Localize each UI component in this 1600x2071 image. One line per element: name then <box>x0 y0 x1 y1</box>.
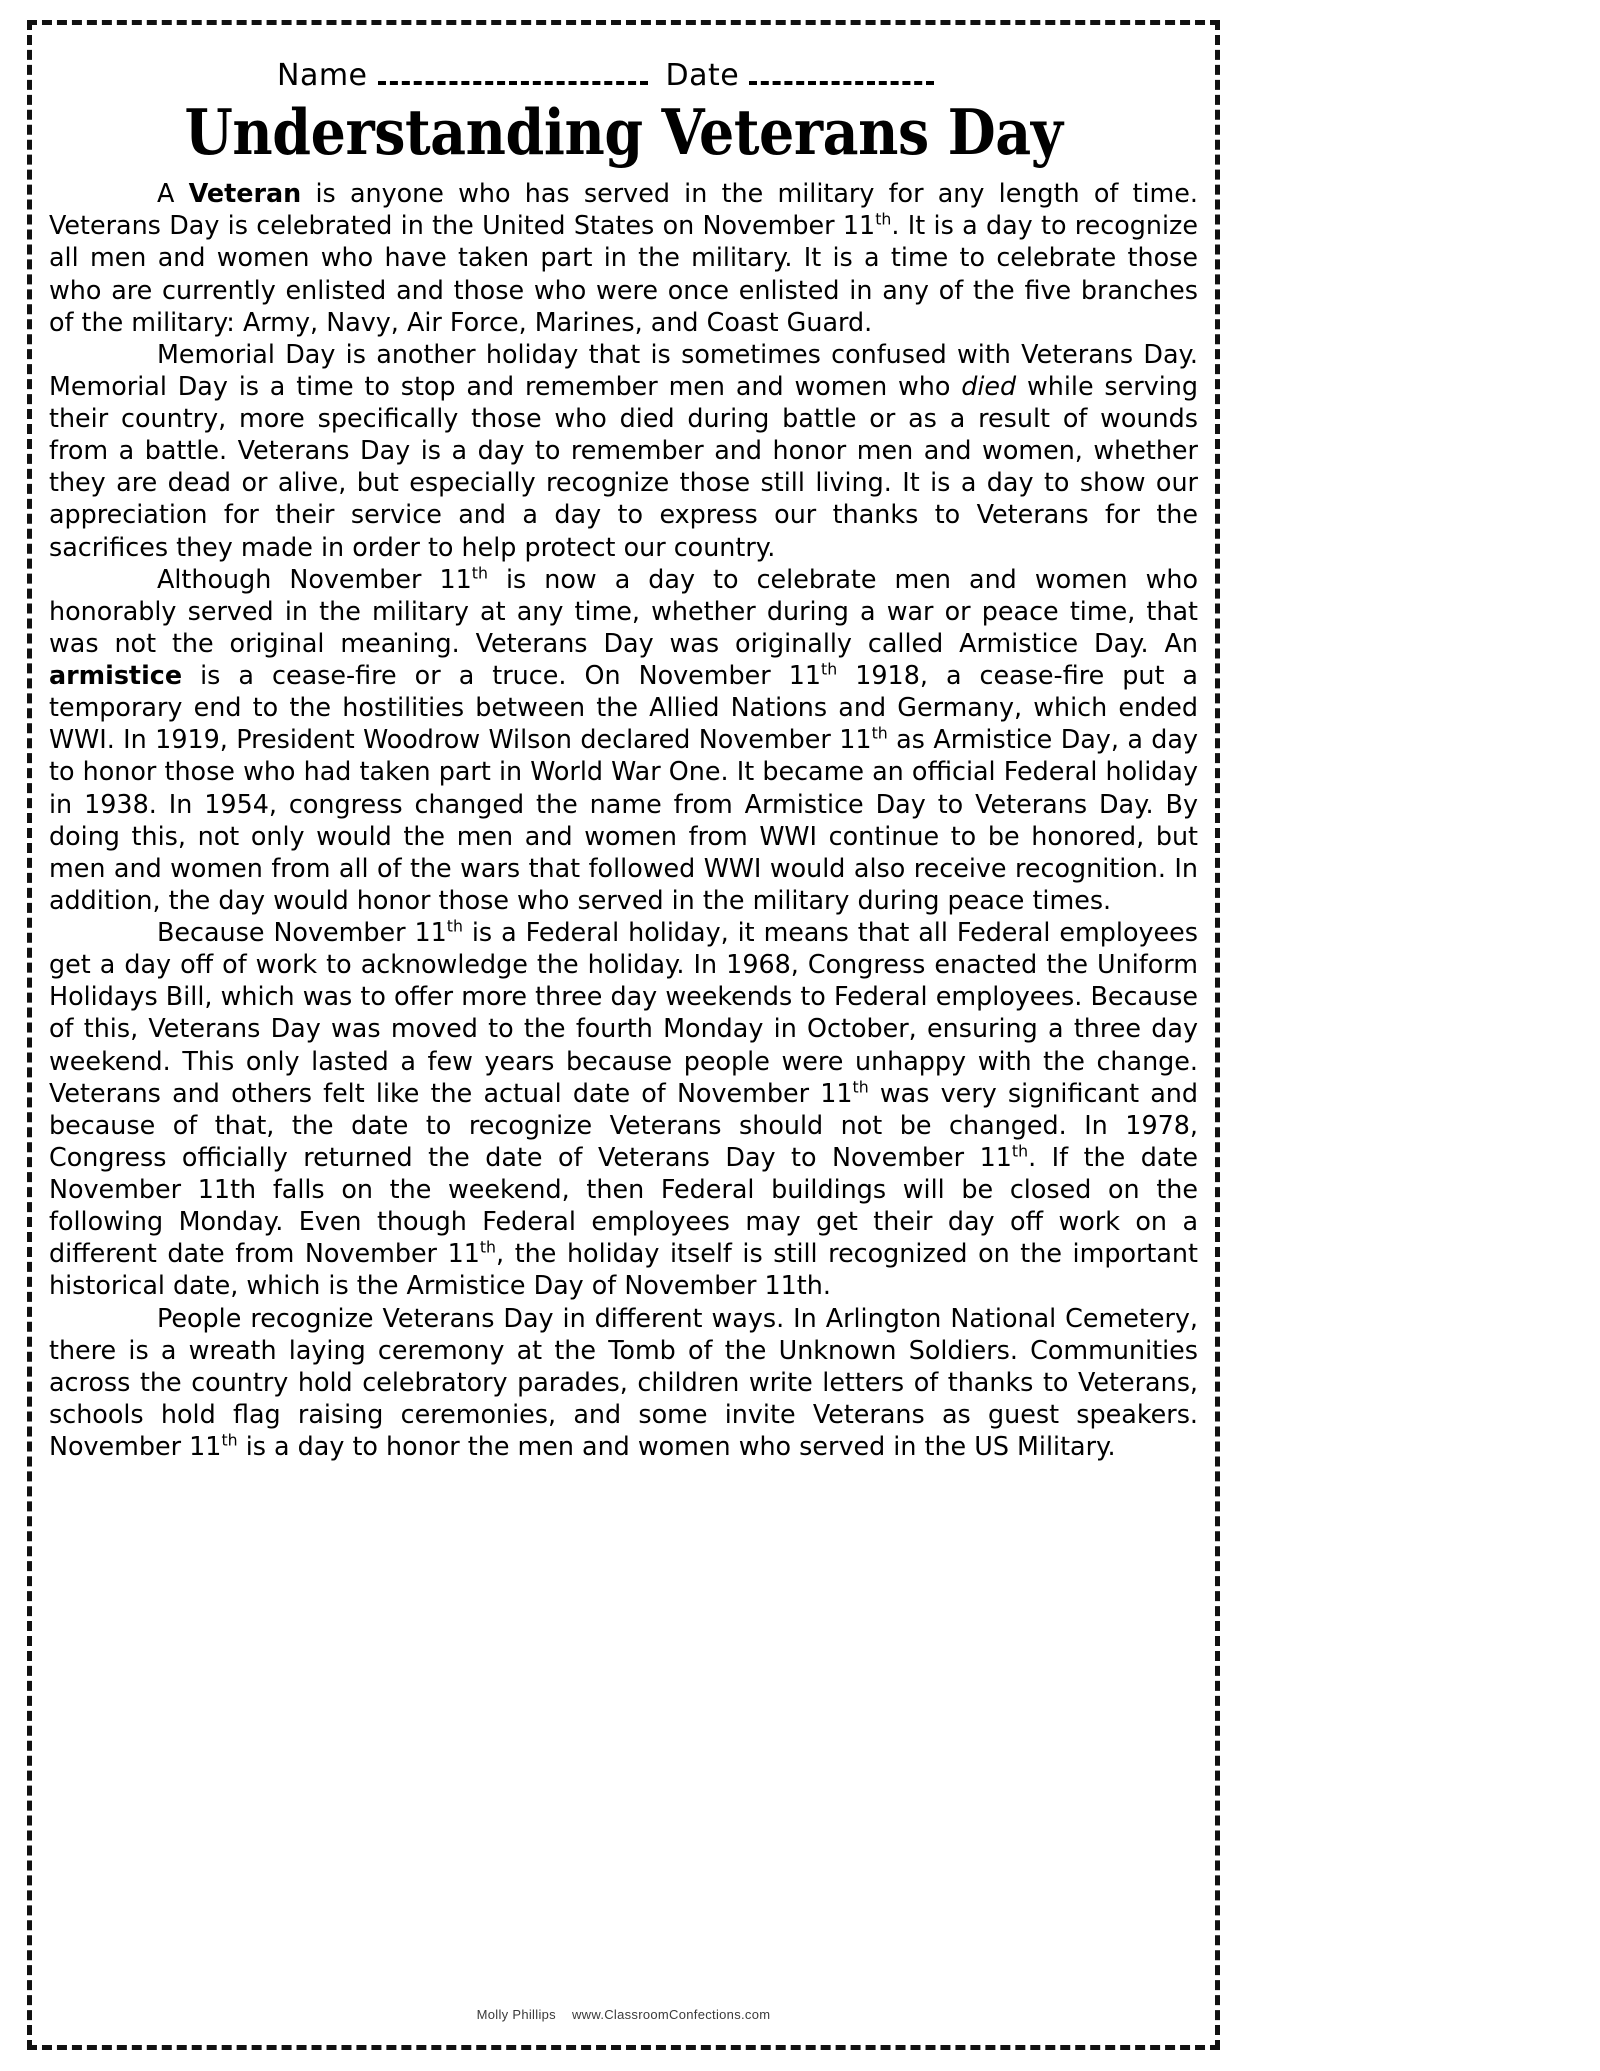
p4-text-segment-2: is a Federal holiday, it means that all Federal employees get a day off of work to acknowledge the holiday. In 1968, Congress enacted the Uniform Holidays Bill, which was to offer more three day weekends to Federal employees. Because of this, Veterans Day was moved to the fourth Monday in October, ensuring a three day weekend. This only lasted a few years because people were unhappy with the change. Veterans and others felt like the actual date of November 11 <box>49 917 1198 1108</box>
p3-ordinal-suffix-1: th <box>471 563 488 583</box>
p4-text-segment-3: was very significant and because of that, the date to recognize Veterans should not be changed. In 1978, Congress officially returned the date of Veterans Day to November 11 <box>49 1077 1198 1172</box>
p4-text-segment-1: Because November 11 <box>157 917 447 948</box>
name-input-blank[interactable] <box>378 80 648 85</box>
page-title: Understanding Veterans Day <box>184 95 1063 169</box>
p3-ordinal-suffix-3: th <box>871 723 888 743</box>
p1-ordinal-suffix-1: th <box>875 209 892 229</box>
p4-ordinal-suffix-3: th <box>1011 1141 1029 1161</box>
p3-text-segment-1: Although November 11 <box>157 563 472 594</box>
footer-author: Molly Phillips <box>476 2007 556 2022</box>
paragraph-5 <box>49 1302 1198 1463</box>
p4-text-segment-5: , the holiday itself is still recognized on the important historical date, which is the Armistice Day of November 11th. <box>49 1238 1198 1301</box>
p2-text-segment-2: while serving their country, more specifically those who died during battle or as a result of wounds from a battle. Veterans Day is a day to remember and honor men and women, whether they are dead or alive, but especially recognize those still living. It is a day to show our appreciation for their service and a day to express our thanks to Veterans for the sacrifices they made in order to help protect our country. <box>49 370 1198 562</box>
reading-passage <box>49 177 1198 1462</box>
p3-ordinal-suffix-2: th <box>821 659 838 679</box>
name-field-label: Name <box>277 58 368 93</box>
paragraph-3 <box>49 563 1198 916</box>
p1-bold-veteran: Veteran <box>188 178 302 209</box>
p5-text-segment-1: People recognize Veterans Day in different ways. In Arlington National Cemetery, there is a wreath laying ceremony at the Tomb of the Unknown Soldiers. Communities across the country hold celebratory parades, children write letters of thanks to Veterans, schools hold flag raising ceremonies, and some invite Veterans as guest speakers. November 11 <box>49 1302 1198 1462</box>
p1-text-segment-2: is anyone who has served in the military for any length of time. Veterans Day is celebrated in the United States on November 11 <box>49 178 1198 241</box>
footer-website: www.ClassroomConfections.com <box>571 2007 771 2022</box>
p5-text-segment-2: is a day to honor the men and women who served in the US Military. <box>237 1431 1116 1462</box>
p1-text-segment-3: . It is a day to recognize all men and women who have taken part in the military. It is a time to celebrate those who are currently enlisted and those who were once enlisted in any of the five branches of the military: Army, Navy, Air Force, Marines, and Coast Guard. <box>49 210 1198 337</box>
p5-ordinal-suffix-1: th <box>221 1430 238 1450</box>
p4-text-segment-4: . If the date November 11th falls on the weekend, then Federal buildings will be closed on the following Monday. Even though Federal employees may get their day off work on a different date from November 11 <box>49 1141 1198 1269</box>
p2-italic-died: died <box>961 370 1017 401</box>
paragraph-1 <box>49 177 1198 338</box>
p2-text-segment-1: Memorial Day is another holiday that is sometimes confused with Veterans Day. Memorial Day is a time to stop and remember men and women who <box>49 338 1198 401</box>
paragraph-2 <box>49 338 1198 563</box>
paragraph-4 <box>49 916 1198 1302</box>
p3-text-segment-5: as Armistice Day, a day to honor those who had taken part in World War One. It became an official Federal holiday in 1938. In 1954, congress changed the name from Armistice Day to Veterans Day. By doing this, not only would the men and women from WWI continue to be honored, but men and women from all of the wars that followed WWI would also receive recognition. In addition, the day would honor those who served in the military during peace times. <box>49 724 1198 915</box>
p4-ordinal-suffix-4: th <box>479 1237 497 1257</box>
p1-text-segment-1: A <box>157 178 189 209</box>
date-field-label: Date <box>665 58 740 93</box>
date-input-blank[interactable] <box>749 80 934 85</box>
page-content <box>27 20 1220 2050</box>
p3-bold-armistice: armistice <box>49 660 183 691</box>
p4-ordinal-suffix-2: th <box>852 1077 869 1097</box>
name-date-row <box>49 58 1198 93</box>
p3-text-segment-4: 1918, a cease-fire put a temporary end to the hostilities between the Allied Nations and Germany, which ended WWI. In 1919, President Woodrow Wilson declared November 11 <box>49 660 1198 755</box>
p4-ordinal-suffix-1: th <box>446 916 463 936</box>
footer-credit <box>27 2007 1220 2022</box>
p3-text-segment-3: is a cease-fire or a truce. On November 11 <box>182 660 822 691</box>
p3-text-segment-2: is now a day to celebrate men and women who honorably served in the military at any time, whether during a war or peace time, that was not the original meaning. Veterans Day was originally called Armistice Day. An <box>49 563 1199 658</box>
